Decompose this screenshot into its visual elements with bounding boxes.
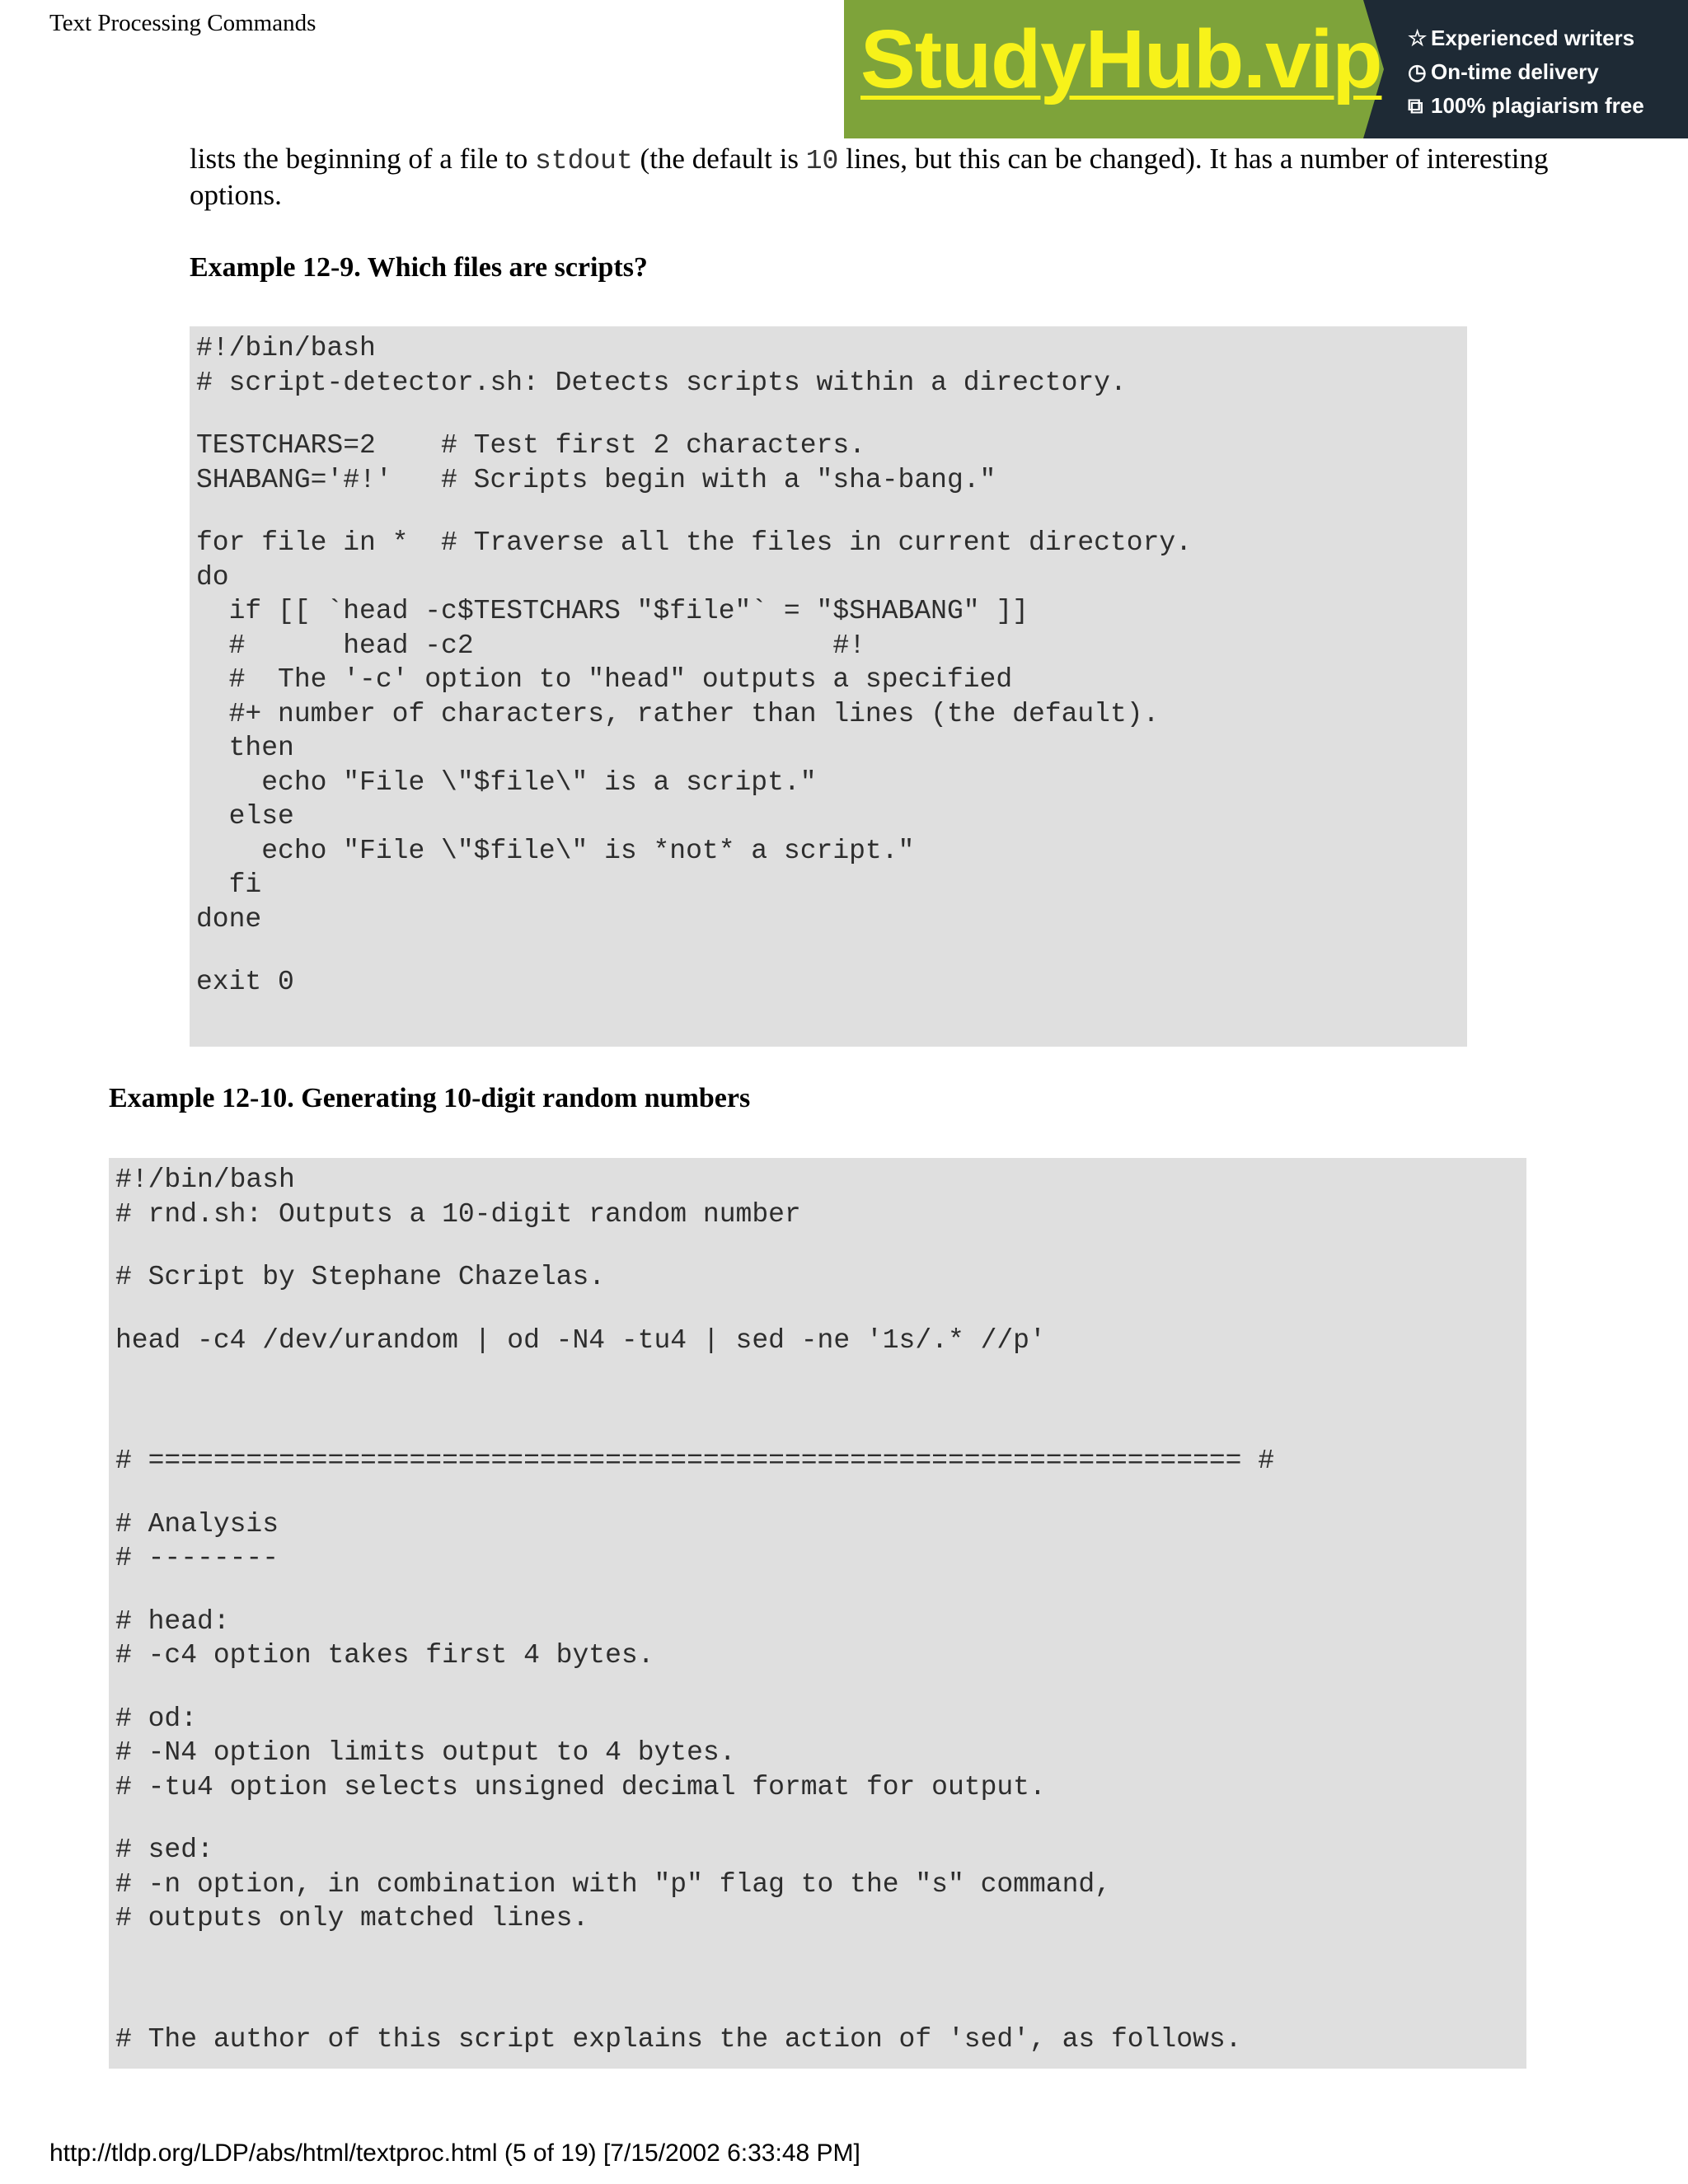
code-line: if [[ `head -c$TESTCHARS "$file"` = "$SHABANG" ]]: [196, 596, 1029, 626]
code-line: else: [196, 801, 294, 832]
copy-icon: ⧉: [1408, 93, 1423, 118]
intro-text: (the default is: [632, 143, 806, 175]
intro-text: lines, but this can be changed). It has a number of interesting options.: [190, 143, 1549, 211]
code-line: # head:: [115, 1605, 230, 1637]
code-line: # -n option, in combination with "p" flag to the "s" command,: [115, 1868, 1111, 1900]
code-line: [196, 400, 1467, 429]
code-line: SHABANG='#!' # Scripts begin with a "sha-bang.": [196, 464, 996, 495]
code-line: [196, 936, 1467, 965]
example-title: Example 12-9. Which files are scripts?: [190, 252, 648, 283]
code-line: # -c4 option takes first 4 bytes.: [115, 1640, 654, 1671]
code-line: exit 0: [196, 967, 294, 997]
code-line: done: [196, 903, 262, 935]
clock-icon: ◷: [1408, 59, 1427, 84]
code-line: # --------: [115, 1543, 279, 1573]
feature-item: [1408, 55, 1644, 89]
code-line: head -c4 /dev/urandom | od -N4 -tu4 | sed -ne '1s/.* //p': [115, 1324, 1046, 1356]
page-footer-url: http://tldp.org/LDP/abs/html/textproc.html (5 of 19) [7/15/2002 6:33:48 PM]: [49, 2139, 860, 2167]
feature-item: [1408, 89, 1644, 123]
code-line: #!/bin/bash: [196, 333, 376, 363]
code-line: [115, 1231, 1526, 1260]
code-line: [115, 1936, 1526, 1965]
code-line: # od:: [115, 1703, 198, 1734]
code-line: [115, 1965, 1526, 1994]
code-line: [115, 1576, 1526, 1605]
code-line: # The author of this script explains the action of 'sed', as follows.: [115, 2023, 1242, 2055]
code-line: # Script by Stephane Chazelas.: [115, 1262, 606, 1292]
code-line: fi: [196, 869, 262, 900]
code-listing: [190, 326, 1467, 1047]
code-line: # sed:: [115, 1835, 213, 1865]
intro-text: lists the beginning of a file to: [190, 143, 535, 175]
inline-code: stdout: [534, 146, 633, 176]
banner-features: [1408, 21, 1644, 123]
code-line: # =================================================================== #: [115, 1446, 1275, 1476]
code-line: [115, 1673, 1526, 1702]
code-line: TESTCHARS=2 # Test first 2 characters.: [196, 430, 865, 461]
studyhub-logo[interactable]: StudyHub.vip: [860, 13, 1382, 105]
code-line: echo "File \"$file\" is *not* a script.": [196, 835, 915, 866]
code-line: # rnd.sh: Outputs a 10-digit random number: [115, 1198, 801, 1230]
code-line: [115, 1357, 1526, 1386]
feature-label: 100% plagiarism free: [1431, 93, 1644, 118]
code-line: echo "File \"$file\" is a script.": [196, 766, 817, 798]
code-line: #+ number of characters, rather than lines (the default).: [196, 698, 1160, 729]
code-line: #!/bin/bash: [115, 1165, 295, 1195]
code-line: # The '-c' option to "head" outputs a specified: [196, 664, 1013, 695]
code-line: # -N4 option limits output to 4 bytes.: [115, 1737, 736, 1768]
studyhub-banner[interactable]: [844, 0, 1688, 138]
code-line: [115, 1386, 1526, 1415]
code-line: then: [196, 733, 294, 763]
star-icon: ☆: [1408, 26, 1428, 50]
inline-code: 10: [805, 146, 839, 176]
feature-item: [1408, 21, 1644, 55]
code-line: [115, 1415, 1526, 1444]
code-line: # -tu4 option selects unsigned decimal format for output.: [115, 1771, 1046, 1802]
code-line: [115, 1804, 1526, 1833]
code-line: [115, 1479, 1526, 1507]
example-title: Example 12-10. Generating 10-digit random numbers: [109, 1083, 751, 1113]
page-header-title: Text Processing Commands: [49, 10, 316, 36]
code-line: # head -c2 #!: [196, 630, 865, 661]
code-line: [115, 1994, 1526, 2022]
code-line: [115, 1295, 1526, 1324]
code-line: # outputs only matched lines.: [115, 1903, 589, 1933]
code-listing: [109, 1158, 1526, 2069]
feature-label: Experienced writers: [1431, 26, 1635, 50]
code-line: [196, 497, 1467, 526]
code-line: for file in * # Traverse all the files in current directory.: [196, 527, 1192, 558]
feature-label: On-time delivery: [1431, 59, 1599, 84]
intro-paragraph: [190, 142, 1558, 212]
code-line: # script-detector.sh: Detects scripts within a directory.: [196, 367, 1127, 398]
code-line: # Analysis: [115, 1508, 279, 1540]
code-line: do: [196, 561, 229, 593]
